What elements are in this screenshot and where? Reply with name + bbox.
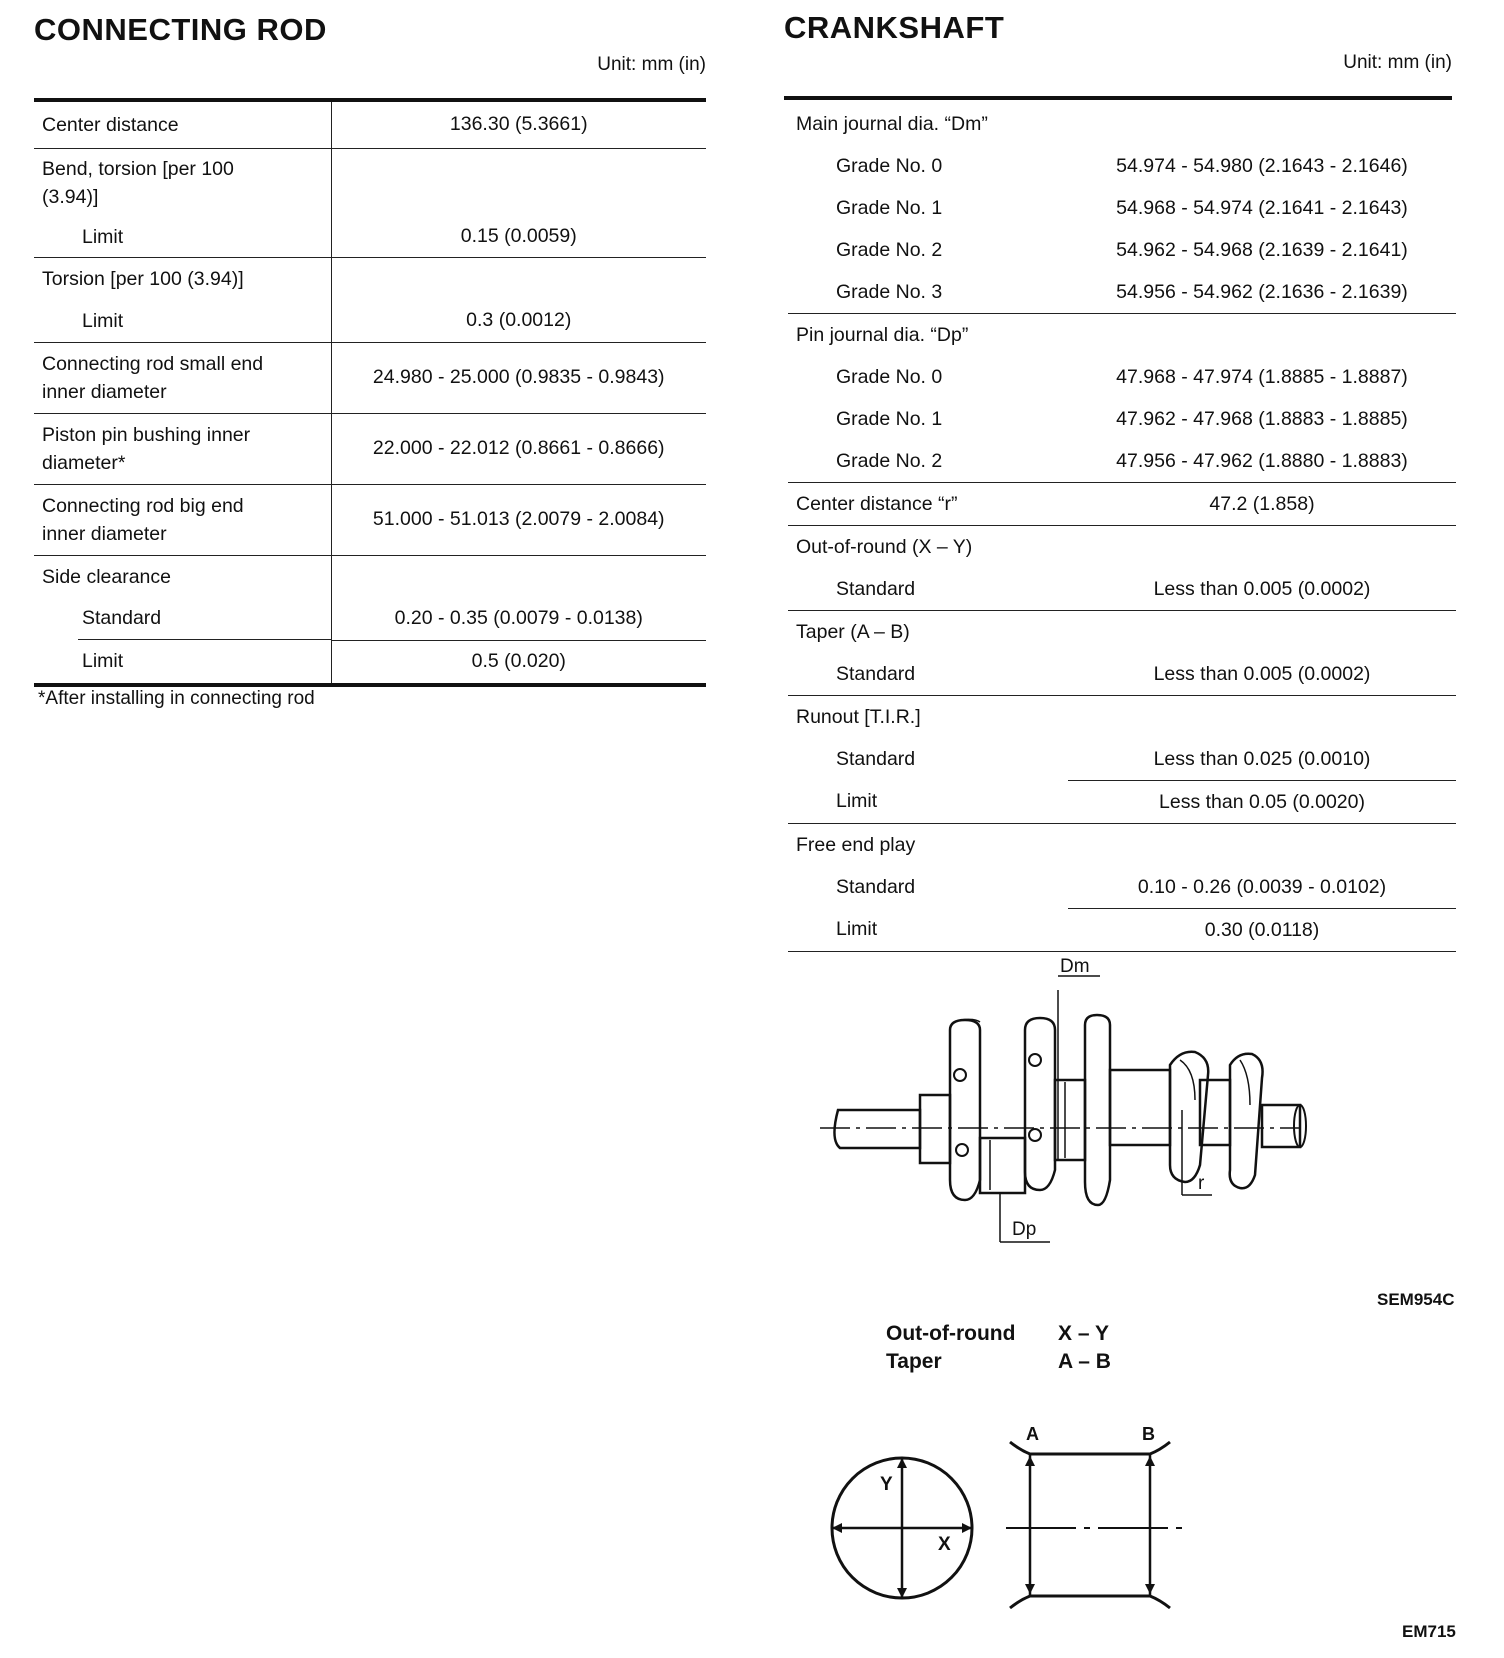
left-shaft [834,1110,920,1148]
table-row [34,598,706,641]
row-value: 51.000 - 51.013 (2.0079 - 2.0084) [331,484,706,555]
table-row [788,187,1456,229]
row-label: Free end play [796,833,916,856]
table-row [34,484,706,555]
row-value [331,148,706,217]
oil-hole [1029,1129,1041,1141]
row-label: Standard [836,875,916,898]
row-label: Standard [836,568,1068,611]
row-value: 22.000 - 22.012 (0.8661 - 0.8666) [331,413,706,484]
table-row [788,611,1456,654]
left-journal [920,1095,950,1163]
row-value: 54.956 - 54.962 (2.1636 - 2.1639) [1068,271,1456,314]
crankshaft-unit: Unit: mm (in) [1343,52,1452,73]
connecting-rod-title: CONNECTING ROD [34,12,327,47]
y-label: Y [880,1474,893,1495]
crankshaft-title: CRANKSHAFT [784,10,1005,45]
row-value: 24.980 - 25.000 (0.9835 - 0.9843) [331,342,706,413]
crankshaft-diagram [800,950,1320,1280]
crank-web [950,1020,980,1200]
row-label: Grade No. 2 [836,440,1068,483]
table-row [34,217,706,258]
row-label: Limit [34,640,331,685]
journal [1110,1070,1170,1145]
row-value: Less than 0.025 (0.0010) [1068,738,1456,781]
row-value [1068,526,1456,569]
connecting-rod-unit: Unit: mm (in) [597,54,706,75]
row-label: Piston pin bushing inner diameter* [34,413,331,484]
row-label: Connecting rod big end inner diameter [34,484,331,555]
legend-symbol: X – Y [1058,1322,1109,1345]
row-label: Standard [836,653,1068,696]
table-row [788,271,1456,314]
oil-hole [954,1069,966,1081]
table-row [34,148,706,217]
table-row [34,257,706,300]
row-label: Main journal dia. “Dm” [796,112,988,135]
table-row [788,145,1456,187]
row-label: Limit [34,300,331,343]
row-label: Bend, torsion [per 100 (3.94)] [42,157,234,208]
figure-code: SEM954C [1377,1290,1455,1309]
legend-name: Out-of-round [886,1322,1016,1345]
row-value: 0.5 (0.020) [331,640,706,685]
table-row [34,555,706,598]
table-row [788,526,1456,569]
table-row [34,102,706,148]
row-label: Center distance “r” [788,483,1068,526]
table-row [788,781,1456,824]
connecting-rod-footnote: *After installing in connecting rod [38,688,315,709]
table-row [788,440,1456,483]
table-row [788,229,1456,271]
row-label: Grade No. 1 [836,407,943,430]
row-value: 0.10 - 0.26 (0.0039 - 0.0102) [1068,866,1456,909]
legend-symbol: A – B [1058,1350,1111,1373]
a-label: A [1026,1424,1039,1444]
table-row [788,314,1456,357]
row-value: 47.956 - 47.962 (1.8880 - 1.8883) [1068,440,1456,483]
table-row [788,103,1456,145]
row-value [1068,314,1456,357]
row-label: Limit [836,909,1068,952]
table-row [788,356,1456,398]
crankshaft-table [788,103,1456,952]
legend-row [886,1348,1111,1376]
dp-label: Dp [1012,1219,1037,1240]
connecting-rod-table [34,102,706,687]
table-row [788,738,1456,781]
r-label: r [1198,1173,1205,1194]
table-row [788,653,1456,696]
row-label: Taper (A – B) [796,620,910,643]
table-row [34,342,706,413]
pin-journal [980,1138,1025,1193]
table-row [788,909,1456,952]
table-row [34,413,706,484]
row-value: 136.30 (5.3661) [331,102,706,148]
table-row [788,866,1456,909]
table-row [788,398,1456,440]
figure-code: EM715 [1402,1622,1456,1641]
dm-label: Dm [1060,956,1090,977]
measurement-legend [886,1320,1111,1376]
row-value: Less than 0.05 (0.0020) [1068,781,1456,824]
crank-web [1085,1015,1110,1205]
row-value: 47.2 (1.858) [1068,483,1456,526]
row-value: 47.968 - 47.974 (1.8885 - 1.8887) [1116,365,1408,388]
x-label: X [938,1534,951,1555]
table-row [788,568,1456,611]
row-label: Grade No. 1 [836,196,943,219]
row-label: Grade No. 2 [836,238,943,261]
row-value [1068,103,1456,145]
row-value: 54.962 - 54.968 (2.1639 - 2.1641) [1116,238,1408,261]
table-row [788,696,1456,739]
row-value: Less than 0.005 (0.0002) [1068,653,1456,696]
row-value: 0.20 - 0.35 (0.0079 - 0.0138) [331,598,706,641]
table-row [788,824,1456,867]
legend-name: Taper [886,1350,942,1373]
table-row [34,300,706,343]
row-value: 47.962 - 47.968 (1.8883 - 1.8885) [1116,407,1408,430]
oil-hole [956,1144,968,1156]
crankshaft-top-rule [784,96,1452,100]
row-label: Center distance [34,102,331,148]
row-value [331,555,706,598]
row-value [1068,611,1456,654]
main-journal [1055,1080,1085,1160]
row-label: Torsion [per 100 (3.94)] [42,267,244,290]
row-value: 0.3 (0.0012) [331,300,706,343]
row-value: Less than 0.005 (0.0002) [1068,568,1456,611]
row-label: Side clearance [42,565,171,588]
legend-row [886,1320,1111,1348]
row-label: Pin journal dia. “Dp” [796,323,969,346]
row-label: Out-of-round (X – Y) [796,535,973,558]
row-label: Limit [836,781,1068,824]
b-label: B [1142,1424,1155,1444]
row-label: Runout [T.I.R.] [796,705,921,728]
row-label: Grade No. 0 [836,365,943,388]
row-value: 0.30 (0.0118) [1068,909,1456,952]
oil-hole [1029,1054,1041,1066]
row-label: Grade No. 0 [836,154,943,177]
row-label: Grade No. 3 [836,271,1068,314]
row-value [331,257,706,300]
row-value: 54.968 - 54.974 (2.1641 - 2.1643) [1116,196,1408,219]
row-value [1068,696,1456,739]
row-label: Standard [836,747,916,770]
row-label: Limit [34,217,331,258]
row-value: 0.15 (0.0059) [331,217,706,258]
table-row [788,483,1456,526]
row-label: Standard [34,598,331,641]
row-value: 54.974 - 54.980 (2.1643 - 2.1646) [1116,154,1408,177]
measurement-diagram [820,1410,1200,1620]
table-row [34,640,706,685]
row-label: Connecting rod small end inner diameter [34,342,331,413]
crank-web [1025,1018,1055,1190]
row-value [1068,824,1456,867]
